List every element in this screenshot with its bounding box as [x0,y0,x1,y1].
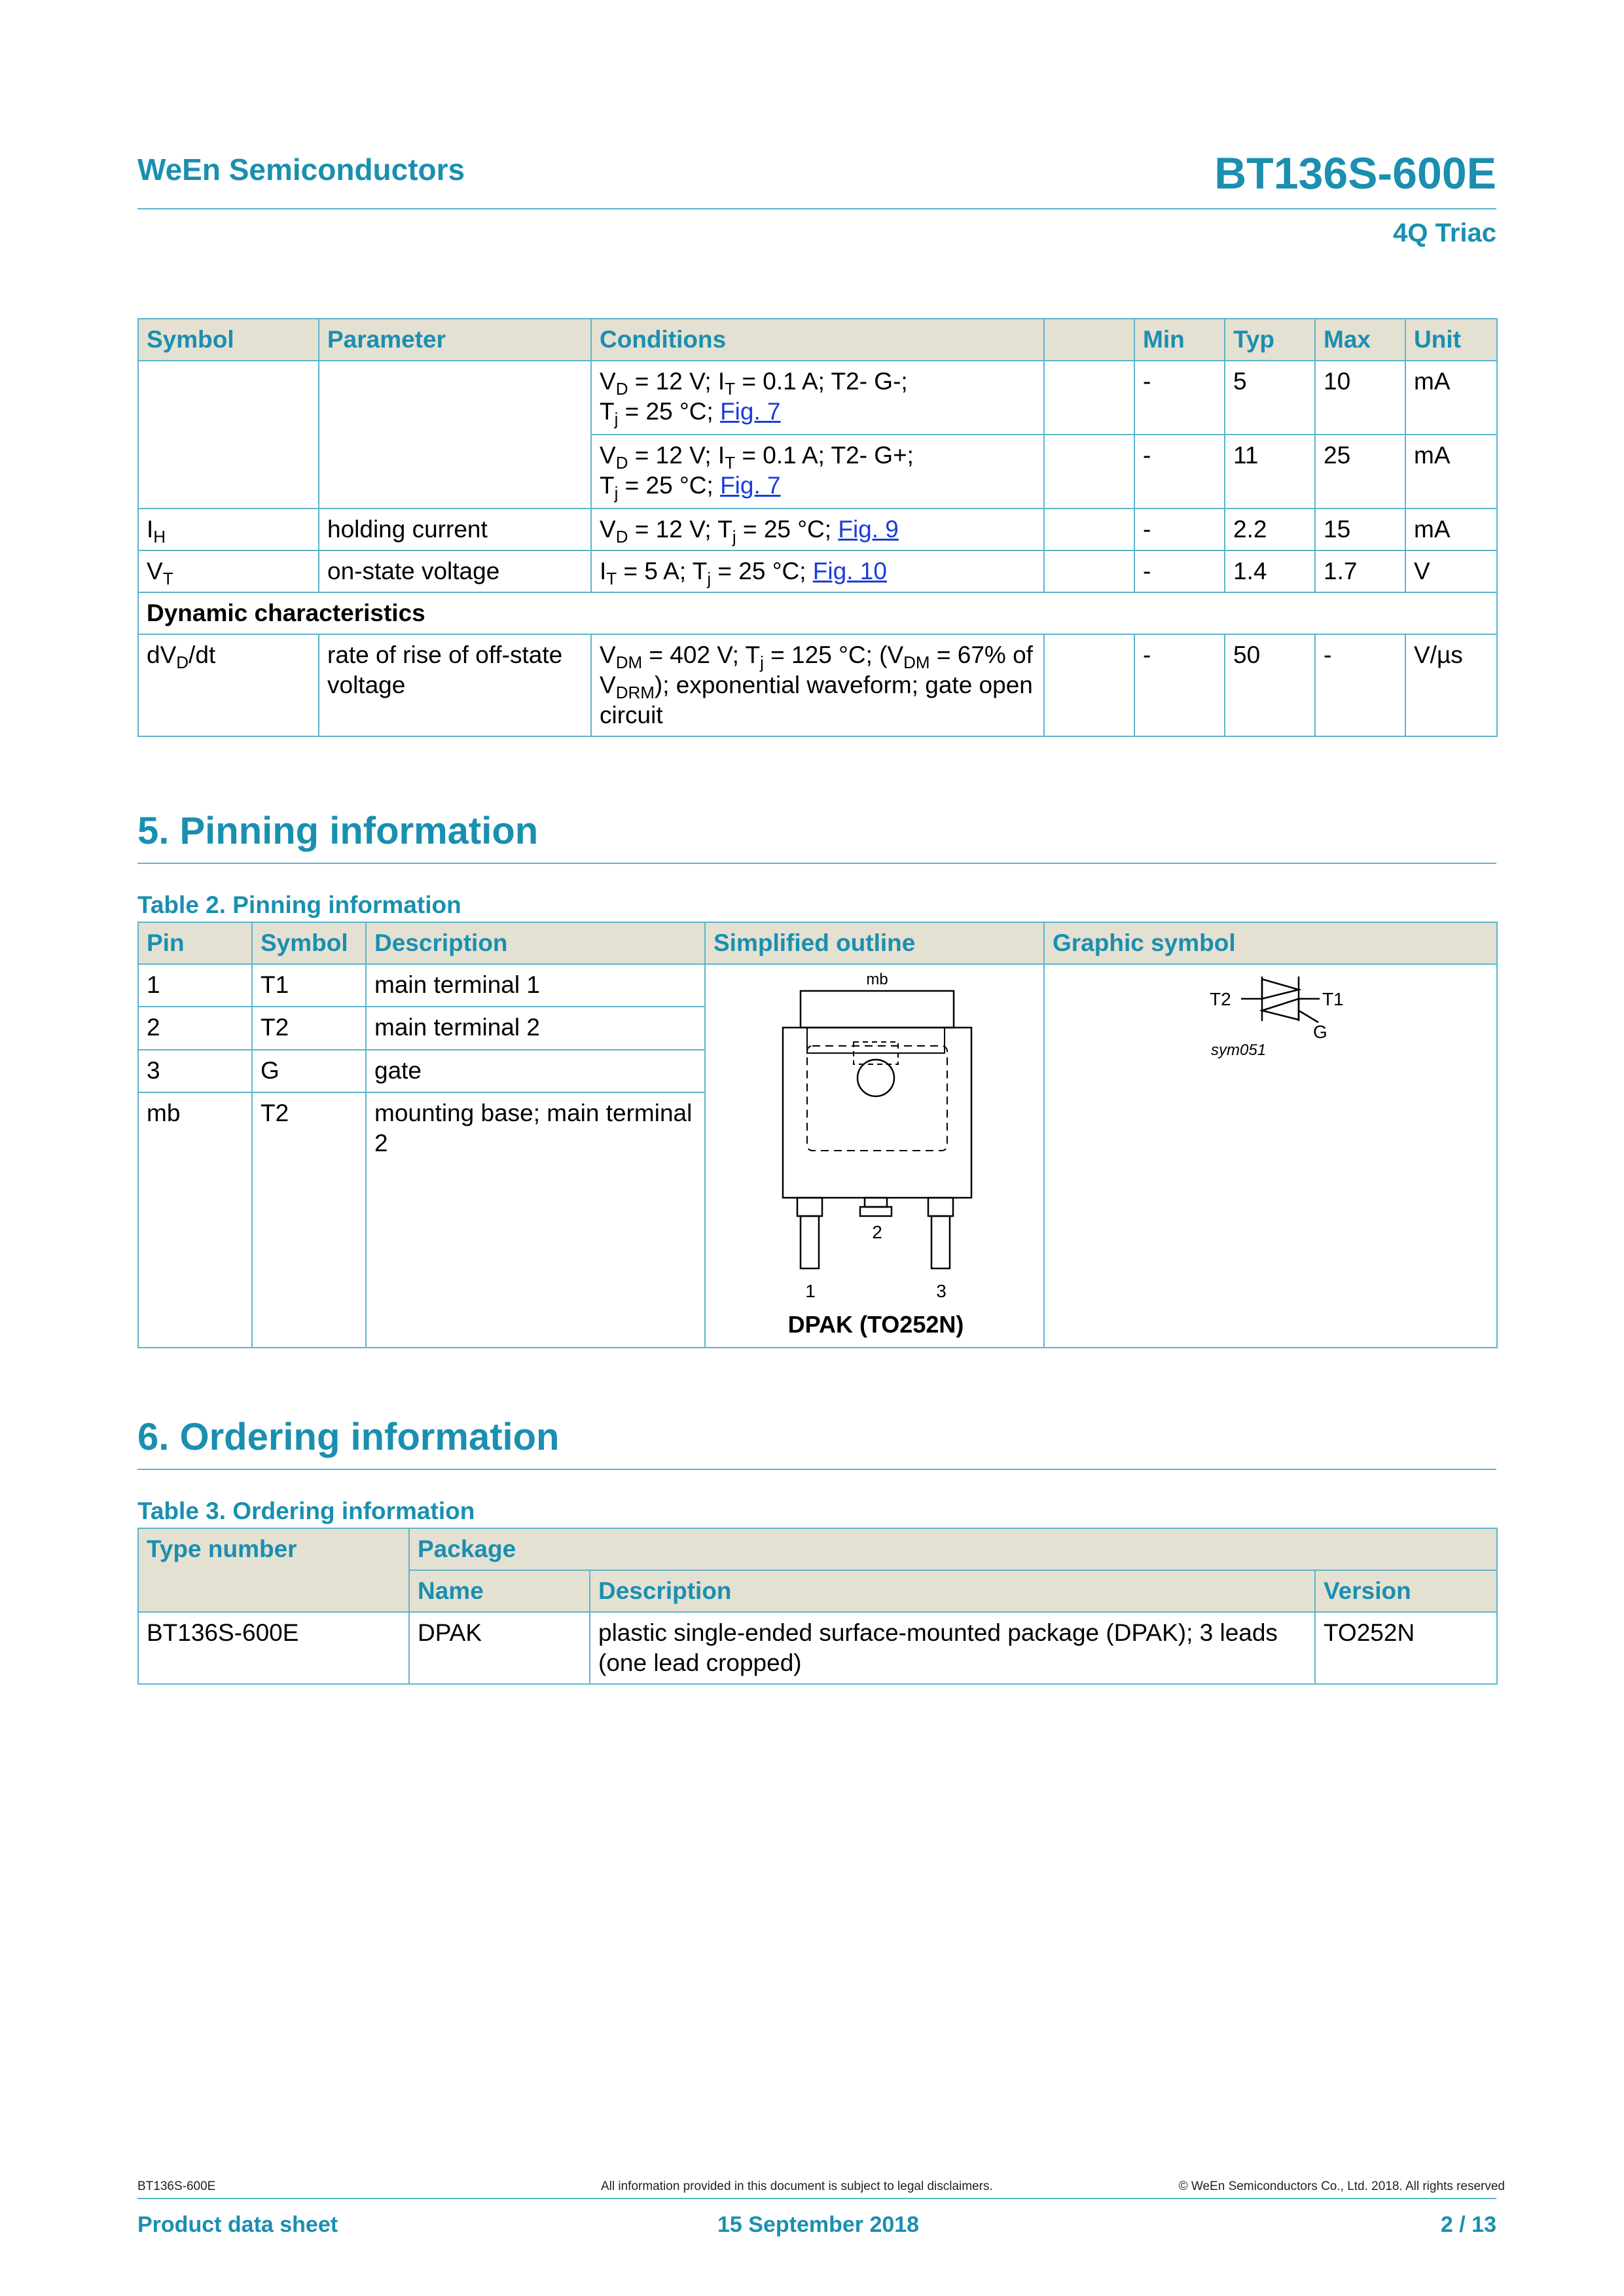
table-2-caption: Table 2. Pinning information [137,891,461,918]
package-version-cell: TO252N [1315,1612,1497,1684]
col-parameter: Parameter [319,319,591,361]
footer-divider [137,2198,1496,2199]
pin-3-label: 3 [936,1281,947,1301]
footer-page-number: 2 / 13 [1440,2212,1496,2237]
col-symbol: Symbol [252,922,366,964]
footer-doc-id: BT136S-600E [137,2179,216,2193]
col-max: Max [1315,319,1405,361]
col-conditions: Conditions [591,319,1044,361]
table-row [138,550,1497,592]
package-description-cell: plastic single-ended surface-mounted package (DPAK); 3 leads (one lead cropped) [590,1612,1315,1684]
section-6-title: 6. Ordering information [137,1416,560,1458]
subheading-row [138,592,1497,634]
device-type: 4Q Triac [1393,219,1496,247]
col-pin: Pin [138,922,252,964]
type-number-cell: BT136S-600E [138,1612,409,1684]
max-value: 15 [1315,509,1405,550]
unit-value: V/µs [1405,634,1497,736]
min-value: - [1134,361,1225,435]
part-number: BT136S-600E [1214,149,1496,198]
fig-10-link[interactable]: Fig. 10 [812,558,887,584]
graphic-symbol-cell [1044,964,1497,1348]
col-symbol: Symbol [138,319,319,361]
conditions-cell: $V_D = 12$ V; $T_j = 25$ °C; Fig. 9 [591,509,1044,550]
min-value: - [1134,634,1225,736]
col-description: Description [366,922,705,964]
table-row [138,509,1497,550]
typ-value: 1.4 [1225,550,1315,592]
footer-copyright: © WeEn Semiconductors Co., Ltd. 2018. All rights reserved [1178,2179,1505,2193]
pin-2-label: 2 [872,1222,882,1242]
unit-value: V [1405,550,1497,592]
ordering-table [137,1528,1498,1685]
col-typ: Typ [1225,319,1315,361]
unit-value: mA [1405,509,1497,550]
outline-cell [705,964,1044,1348]
conditions-cell: $V_D = 12$ V; $I_T = 0.1$ A; T2- G-; $T_j = 25$ °C; Fig. 7 [591,361,1044,435]
section-5-title: 5. Pinning information [137,810,539,852]
unit-value: mA [1405,361,1497,435]
symbol-reference: sym051 [1211,1041,1267,1059]
description-cell: main terminal 1 [366,964,705,1007]
header-divider [137,208,1496,209]
dynamic-characteristics-heading: Dynamic characteristics [138,592,1497,634]
pinning-table [137,922,1498,1348]
table-row [138,964,1497,1007]
package-name-cell: DPAK [409,1612,590,1684]
description-cell: gate [366,1050,705,1092]
min-value: - [1134,550,1225,592]
col-type-number: Type number [138,1528,409,1612]
symbol-cell [138,361,319,509]
triac-symbol [1045,965,1495,1347]
footer-disclaimer: All information provided in this document is subject to legal disclaimers. [601,2179,993,2193]
min-value: - [1134,509,1225,550]
company-name: WeEn Semiconductors [137,152,465,187]
symbol-cell: T2 [252,1092,366,1348]
package-name: DPAK (TO252N) [787,1311,964,1338]
typ-value: 11 [1225,435,1315,509]
symbol-cell: $dV_D/dt$ [138,634,319,736]
symbol-cell: T2 [252,1007,366,1049]
max-value: 25 [1315,435,1405,509]
mb-label: mb [866,971,888,988]
col-min: Min [1134,319,1225,361]
t1-label: T1 [1322,989,1344,1009]
col-description: Description [590,1570,1315,1612]
symbol-cell: $V_T$ [138,550,319,592]
col-name: Name [409,1570,590,1612]
col-unit: Unit [1405,319,1497,361]
pin-cell: 2 [138,1007,252,1049]
max-value: - [1315,634,1405,736]
table-3-caption: Table 3. Ordering information [137,1498,475,1524]
footer-doc-type: Product data sheet [137,2212,338,2237]
symbol-cell: T1 [252,964,366,1007]
parameter-cell: holding current [319,509,591,550]
fig-7-link[interactable]: Fig. 7 [720,398,781,425]
description-cell: mounting base; main terminal 2 [366,1092,705,1348]
dpak-outline-drawing [706,965,1042,1347]
pin-cell: 1 [138,964,252,1007]
pin-1-label: 1 [805,1281,816,1301]
t2-label: T2 [1210,989,1231,1009]
pin-cell: 3 [138,1050,252,1092]
col-blank [1044,319,1134,361]
g-label: G [1313,1022,1327,1042]
section-6-divider [137,1469,1496,1470]
conditions-cell: $V_D = 12$ V; $I_T = 0.1$ A; T2- G+; $T_j = 25$ °C; Fig. 7 [591,435,1044,509]
parameter-cell [319,361,591,509]
col-package: Package [409,1528,1497,1570]
max-value: 10 [1315,361,1405,435]
fig-7-link[interactable]: Fig. 7 [720,472,781,499]
min-value: - [1134,435,1225,509]
symbol-cell: G [252,1050,366,1092]
typ-value: 2.2 [1225,509,1315,550]
conditions-cell: $V_{DM} = 402$ V; $T_j = 125$ °C; ($V_{DM} = 67\%$ of $V_{DRM}$); exponential waveform; gate open circuit [591,634,1044,736]
char-header-row [138,319,1497,361]
typ-value: 5 [1225,361,1315,435]
table-row [138,1612,1497,1684]
col-outline: Simplified outline [705,922,1044,964]
section-5-divider [137,863,1496,864]
footer-date: 15 September 2018 [717,2212,920,2237]
col-graphic-symbol: Graphic symbol [1044,922,1497,964]
parameter-cell: rate of rise of off-state voltage [319,634,591,736]
description-cell: main terminal 2 [366,1007,705,1049]
ordering-header-row [138,1528,1497,1570]
conditions-cell: $I_T = 5$ A; $T_j = 25$ °C; Fig. 10 [591,550,1044,592]
typ-value: 50 [1225,634,1315,736]
pinning-header-row [138,922,1497,964]
fig-9-link[interactable]: Fig. 9 [838,516,899,543]
col-version: Version [1315,1570,1497,1612]
parameter-cell: on-state voltage [319,550,591,592]
characteristics-table [137,318,1498,737]
table-row [138,361,1497,435]
pin-cell: mb [138,1092,252,1348]
unit-value: mA [1405,435,1497,509]
max-value: 1.7 [1315,550,1405,592]
symbol-cell: $I_H$ [138,509,319,550]
table-row [138,634,1497,736]
